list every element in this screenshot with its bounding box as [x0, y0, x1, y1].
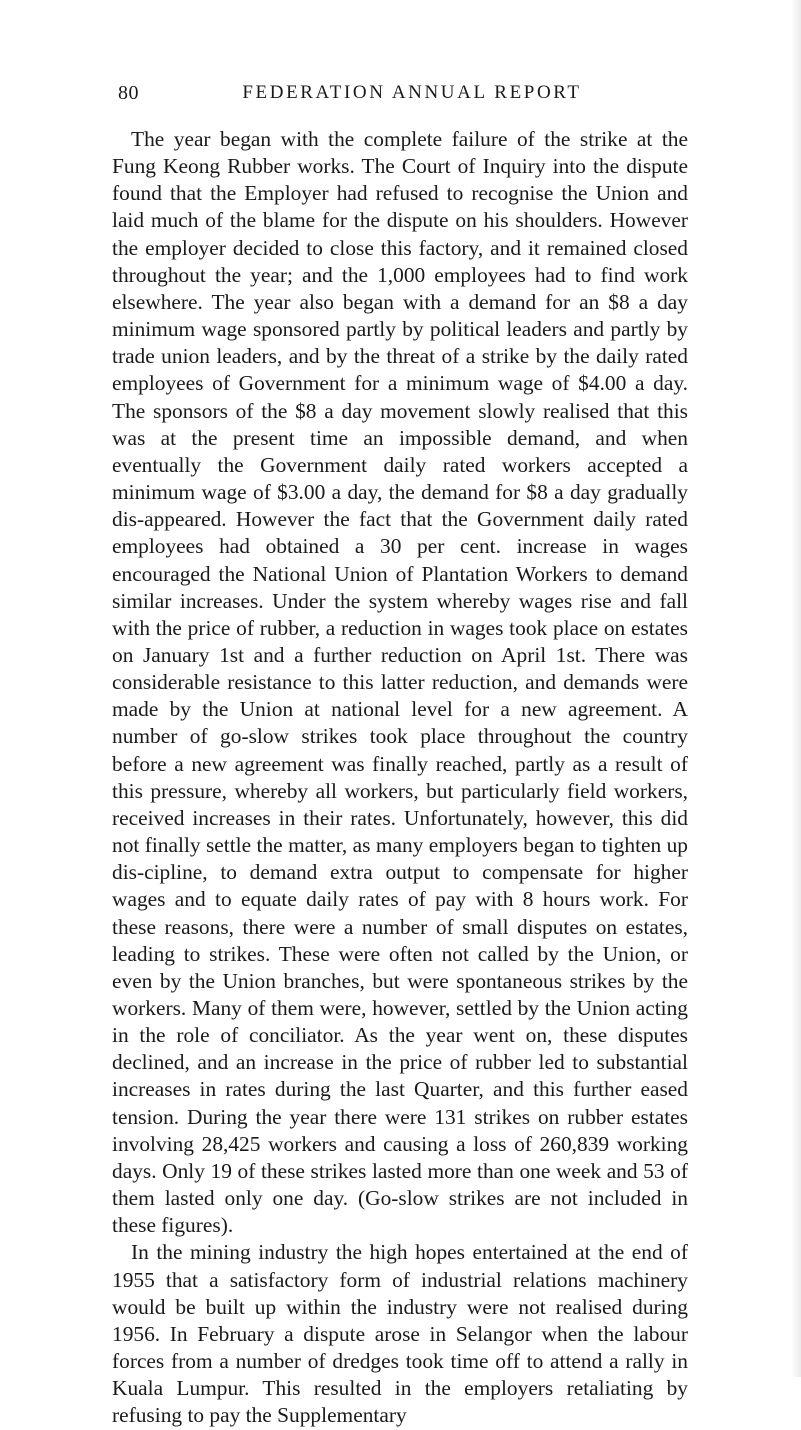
- body-text: [112, 126, 688, 1430]
- paragraph-mining-industry: In the mining industry the high hopes entertained at the end of 1955 that a satisfactory form of industrial relations machinery would be built up within the industry were not realised during 1956. In February a dispute arose in Selangor when the labour forces from a number of dredges took time off to attend a rally in Kuala Lumpur. This resulted in the employers retaliating by refusing to pay the Supplementary: [112, 1240, 688, 1428]
- page-number: 80: [118, 82, 139, 104]
- page-header: [118, 82, 686, 112]
- paragraph-rubber-strikes: The year began with the complete failure of the strike at the Fung Keong Rubber works. The Court of Inquiry into the dispute found that the Employer had refused to recognise the Union and laid much of the blame for the dispute on his shoulders. However the employer decided to close this factory, and it remained closed throughout the year; and the 1,000 employees had to find work elsewhere. The year also began with a demand for an $8 a day minimum wage sponsored partly by political leaders and partly by trade union leaders, and by the threat of a strike by the daily rated employees of Government for a minimum wage of $4.00 a day. The sponsors of the $8 a day movement slowly realised that this was at the present time an impossible demand, and when eventually the Government daily rated workers accepted a minimum wage of $3.00 a day, the demand for $8 a day gradually dis-appeared. However the fact that the Government daily rated employees had obtained a 30 per cent. increase in wages encouraged the National Union of Plantation Workers to demand similar increases. Under the system whereby wages rise and fall with the price of rubber, a reduction in wages took place on estates on January 1st and a further reduction on April 1st. There was considerable resistance to this latter reduction, and demands were made by the Union at national level for a new agreement. A number of go-slow strikes took place throughout the country before a new agreement was finally reached, partly as a result of this pressure, whereby all workers, but particularly field workers, received increases in their rates. Unfortunately, however, this did not finally settle the matter, as many employers began to tighten up dis-cipline, to demand extra output to compensate for higher wages and to equate daily rates of pay with 8 hours work. For these reasons, there were a number of small disputes on estates, leading to strikes. These were often not called by the Union, or even by the Union branches, but were spontaneous strikes by the workers. Many of them were, however, settled by the Union acting in the role of conciliator. As the year went on, these disputes declined, and an increase in the price of rubber led to substantial increases in rates during the last Quarter, and this further eased tension. During the year there were 131 strikes on rubber estates involving 28,425 workers and causing a loss of 260,839 working days. Only 19 of these strikes lasted more than one week and 53 of them lasted only one day. (Go-slow strikes are not included in these figures).: [112, 127, 688, 1238]
- running-head: FEDERATION ANNUAL REPORT: [242, 82, 582, 103]
- page-edge-shadow: [791, 0, 801, 1377]
